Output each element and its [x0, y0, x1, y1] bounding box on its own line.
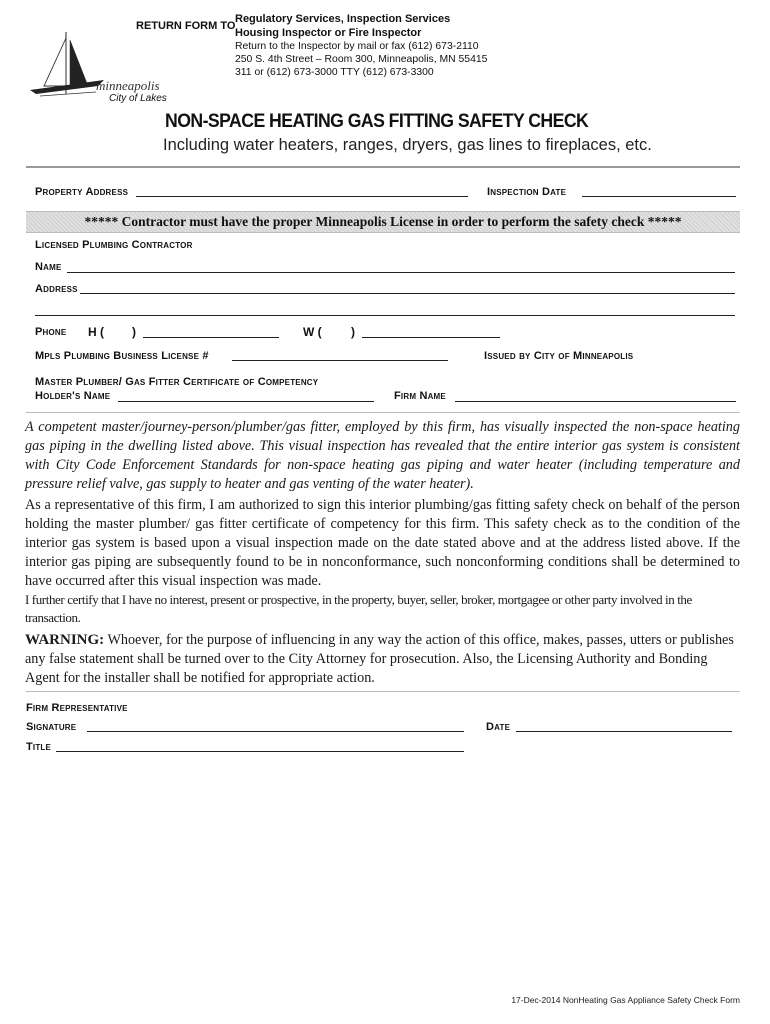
return-form-to-label: RETURN FORM TO	[136, 20, 236, 32]
title-field[interactable]	[56, 751, 464, 752]
property-address-field[interactable]	[136, 196, 468, 197]
name-label: Name	[35, 261, 62, 273]
return-address-line-2: 250 S. 4th Street – Room 300, Minneapolis, MN 55415	[235, 54, 488, 65]
banner-text: ***** Contractor must have the proper Minneapolis License in order to perform the safety check *****	[84, 214, 682, 229]
mpls-license-field[interactable]	[232, 360, 448, 361]
firm-name-label: Firm Name	[394, 390, 446, 402]
phone-label: Phone	[35, 326, 67, 338]
holders-name-field[interactable]	[118, 401, 374, 402]
firm-name-field[interactable]	[455, 401, 736, 402]
header-divider	[26, 166, 740, 168]
certify-paragraph: I further certify that I have no interest, present or prospective, in the property, buyer, seller, broker, mortgagee or other party involved in the transaction.	[25, 592, 692, 625]
return-address-line-1: Return to the Inspector by mail or fax (612) 673-2110	[235, 41, 479, 52]
property-address-label: Property Address	[35, 186, 129, 198]
contractor-address-line-2[interactable]	[35, 315, 735, 316]
form-subtitle: Including water heaters, ranges, dryers, gas lines to fireplaces, etc.	[163, 136, 652, 154]
representative-paragraph: As a representative of this firm, I am authorized to sign this interior plumbing/gas fitting safety check on behalf of the person holding the master plumber/ gas fitter certificate of competency for this firm. This safety check as to the condition of the interior gas system is based upon a visual inspection made on the date stated above and at the address listed above. If the interior gas piping are subsequently found to be in nonconformance, such nonconforming conditions shall be determined to have occurred after this visual inspection was made.	[25, 497, 740, 589]
warning-label: WARNING:	[25, 632, 105, 648]
logo-tagline: City of Lakes	[109, 93, 167, 104]
warning-text: Whoever, for the purpose of influencing in any way the action of this office, makes, passes, utters or publishes any false statement shall be turned over to the City Attorney for prosecution. Also, the Licensing Authority and Bonding Agent for the installer shall be notified for appropriate action.	[25, 632, 734, 686]
office-name: Regulatory Services, Inspection Services	[235, 13, 451, 25]
minneapolis-logo	[26, 30, 176, 106]
inspector-type: Housing Inspector or Fire Inspector	[235, 27, 422, 39]
master-plumber-label: Master Plumber/ Gas Fitter Certificate of Competency	[35, 376, 319, 388]
contractor-address-field[interactable]	[80, 293, 735, 294]
holders-name-label: Holder's Name	[35, 390, 111, 402]
firm-representative-label: Firm Representative	[26, 702, 128, 714]
signature-label: Signature	[26, 721, 77, 733]
form-footer: 17-Dec-2014 NonHeating Gas Appliance Safety Check Form	[511, 995, 740, 1005]
title-label: Title	[26, 741, 52, 753]
phone-home-close: )	[132, 325, 136, 339]
contractor-name-field[interactable]	[67, 272, 735, 273]
date-field[interactable]	[516, 731, 732, 732]
license-requirement-banner	[26, 211, 740, 233]
form-title: NON-SPACE HEATING GAS FITTING SAFETY CHECK	[165, 111, 589, 132]
signature-divider	[26, 691, 740, 692]
licensed-contractor-label: Licensed Plumbing Contractor	[35, 239, 193, 251]
sailboat-logo-icon	[26, 30, 106, 106]
warning-paragraph	[25, 631, 740, 688]
phone-work-close: )	[351, 325, 355, 339]
inspection-date-field[interactable]	[582, 196, 736, 197]
date-label: Date	[486, 721, 511, 733]
phone-home-field[interactable]	[143, 337, 279, 338]
competent-inspection-paragraph: A competent master/journey-person/plumber/gas fitter, employed by this firm, has visually inspected the non-space heating gas piping in the dwelling listed above. This visual inspection has revealed that the entire interior gas system is consistent with City Code Enforcement Standards for non-space heating gas piping and water heater (including temperature and pressure relief valve, gas supply to heater and gas venting of the water heater).	[25, 419, 740, 492]
section-divider	[26, 412, 740, 413]
phone-work-prefix: W (	[303, 325, 322, 339]
address-label: Address	[35, 283, 78, 295]
phone-work-field[interactable]	[362, 337, 500, 338]
inspection-date-label: Inspection Date	[487, 186, 567, 198]
signature-field[interactable]	[87, 731, 464, 732]
mpls-license-label: Mpls Plumbing Business License #	[35, 350, 209, 362]
phone-home-prefix: H (	[88, 325, 104, 339]
issued-by-label: Issued by City of Minneapolis	[484, 350, 634, 362]
logo-wordmark: minneapolis	[96, 78, 160, 93]
return-address-line-3: 311 or (612) 673-3000 TTY (612) 673-3300	[235, 67, 434, 78]
